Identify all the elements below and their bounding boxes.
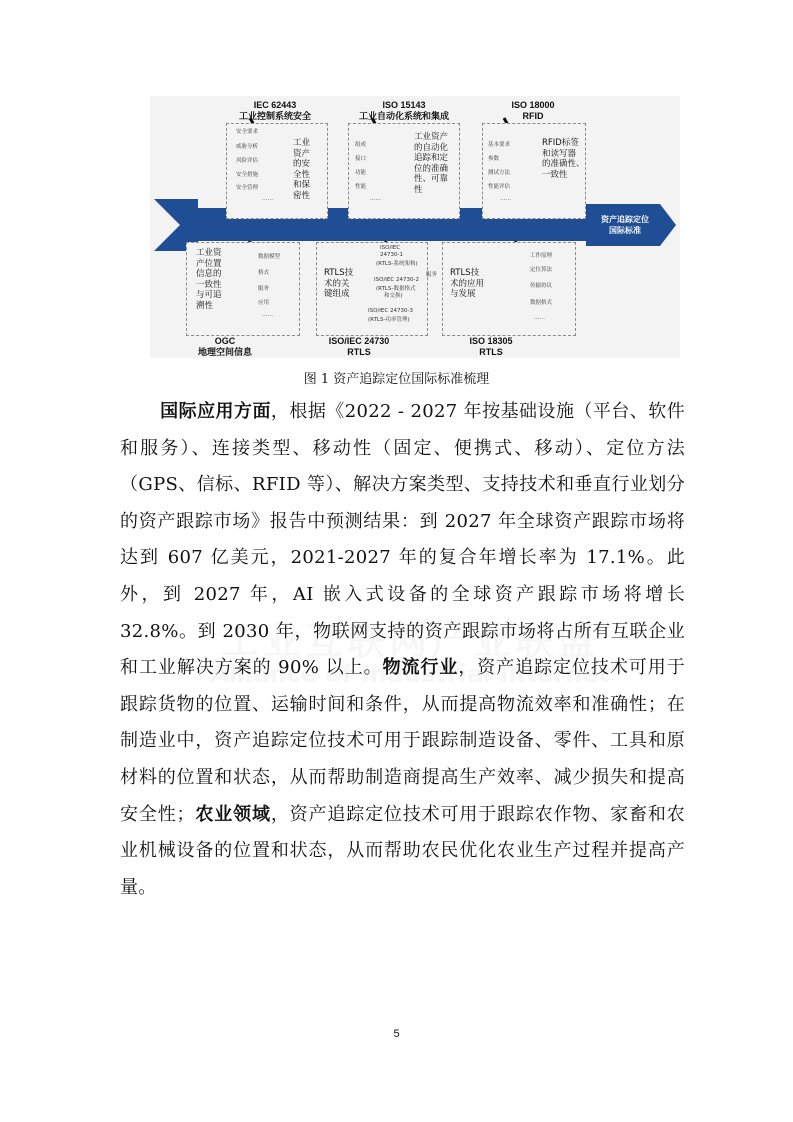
category-name: RTLS	[347, 347, 371, 357]
item: ……	[534, 315, 545, 321]
category-ogc	[180, 336, 270, 358]
category-code: ISO 18000	[511, 100, 555, 110]
category-iso-18305	[446, 336, 536, 358]
item: 工作原理	[530, 253, 553, 259]
item: ……	[262, 312, 273, 318]
item: (RTLS-功率管理)	[368, 317, 410, 323]
item: (RTLS-数据格式	[376, 286, 416, 292]
item: 威胁分析	[236, 144, 259, 150]
fishbone-diagram	[150, 96, 680, 358]
paragraph-text: ，资产追踪定位技术可用于跟踪农作物、家畜和农业机械设备的位置和状态，从而帮助农民优化农业生产过程并提高产量。	[120, 803, 686, 898]
desc-line: 与可追	[196, 290, 222, 300]
desc-line: 资产	[293, 148, 311, 159]
head-line-2: 国际标准	[609, 226, 641, 235]
item: 安全要求	[236, 129, 259, 135]
desc-ogc	[196, 248, 222, 311]
category-code: OGC	[214, 336, 236, 346]
desc-line: 和保	[293, 180, 311, 190]
desc-iso-18000	[542, 138, 585, 180]
paragraph-text: ，根据《2022 - 2027 年按基础设施（平台、软件和服务）、连接类型、移动性（固定、便携式、移动）、定位方法（GPS、信标、RFID 等）、解决方案类型、支持技术和垂直行业划分的资产跟踪市场》报告中预测结果：到 2027 年全球资产跟踪市场将达到 607 亿美元，2021-2027 年的复合年增长率为 17.1%。此外，到 2027 年，AI 嵌入式设备的全球资产跟踪市场将增长 32.8%。到 2030 年，物联网支持的资产跟踪市场将占所有互联企业和工业解决方案的 90% 以上。	[120, 401, 685, 679]
item: 参数	[488, 156, 500, 162]
desc-line: RTLS技	[324, 268, 354, 278]
category-code: ISO/IEC 24730	[328, 336, 390, 346]
figure-caption: 图 1 资产追踪定位国际标准梳理	[303, 372, 490, 387]
desc-line: RTLS技	[450, 268, 480, 278]
item: 性能	[355, 184, 367, 190]
item: 定位算法	[530, 267, 553, 273]
item: 测试方法	[488, 170, 511, 176]
desc-line: 工业资产	[414, 132, 449, 142]
category-code: ISO 15143	[382, 100, 426, 110]
body-paragraph	[120, 394, 685, 906]
item: 24730-1	[380, 252, 403, 258]
desc-line: RFID标签	[542, 138, 579, 148]
heading-agriculture: 农业领域	[194, 803, 271, 825]
desc-line: 信息的	[196, 269, 222, 279]
item: ISO/IEC 24730-3	[368, 308, 413, 314]
desc-line: 与发展	[450, 289, 476, 299]
item: ……	[262, 196, 273, 202]
desc-line: 的准确性、	[542, 159, 585, 169]
item: 安全措施	[236, 172, 259, 178]
item: 组成	[355, 142, 367, 148]
item: 格式	[258, 270, 270, 276]
category-iso-iec-24730	[314, 336, 404, 358]
heading-international: 国际应用方面	[160, 401, 271, 422]
desc-line: 性	[414, 184, 423, 195]
item: 功能	[355, 170, 367, 176]
item: ISO/IEC	[380, 245, 401, 251]
desc-iso-18305	[450, 268, 484, 300]
item: 应用	[258, 300, 270, 306]
heading-logistics: 物流行业	[382, 657, 459, 679]
category-name: 工业控制系统安全	[238, 111, 311, 121]
item-side-label: 服务	[426, 272, 438, 278]
item: 性能评估	[488, 184, 511, 190]
desc-iso-iec-24730	[324, 268, 353, 300]
item: (RTLS-系统架构)	[376, 261, 418, 267]
desc-line: 溯性	[196, 300, 214, 311]
category-name: RTLS	[479, 347, 503, 357]
desc-line: 一致性	[196, 279, 222, 290]
desc-iec-62443	[293, 138, 310, 201]
desc-line: 术的应用	[450, 278, 485, 289]
desc-line: 的安	[293, 159, 311, 169]
item: 数据模型	[258, 254, 281, 260]
item: 服务	[258, 286, 270, 292]
desc-line: 位的准确	[414, 163, 449, 174]
fish-head-label	[590, 214, 660, 236]
item: 基本要求	[488, 142, 511, 148]
category-name: 工业自动化系统和集成	[358, 111, 449, 121]
desc-line: 全性	[293, 169, 311, 180]
desc-line: 工业资	[196, 248, 222, 258]
category-iec-62443	[220, 100, 330, 122]
category-code: IEC 62443	[253, 100, 297, 110]
head-line-1: 资产追踪定位	[601, 215, 649, 224]
item: 传输协议	[530, 283, 553, 289]
item: 和交换)	[384, 293, 403, 299]
item: 风险评估	[236, 158, 259, 164]
paragraph-text: ，资产追踪定位技术可用于跟踪货物的位置、运输时间和条件，从而提高物流效率和准确性；在制造业中，资产追踪定位技术可用于跟踪制造设备、零件、工具和原材料的位置和状态，从而帮助制造商提高生产效率、减少损失和提高安全性；	[120, 657, 685, 825]
category-iso-15143	[346, 100, 462, 122]
category-code: ISO 18305	[469, 336, 513, 346]
item: ISO/IEC 24730-2	[374, 277, 419, 283]
category-name: RFID	[522, 111, 544, 121]
desc-line: 一致性	[542, 169, 568, 180]
desc-line: 键组成	[324, 289, 350, 299]
category-iso-18000	[490, 100, 576, 122]
desc-line: 的自动化	[414, 142, 449, 153]
page-number: 5	[393, 1028, 400, 1040]
desc-line: 和读写器	[542, 148, 577, 159]
desc-line: 性、可靠	[414, 174, 449, 184]
desc-line: 工业	[293, 138, 311, 148]
item: 安全管理	[236, 185, 259, 191]
desc-line: 术的关	[324, 278, 350, 289]
item: 接口	[355, 156, 367, 162]
desc-line: 密性	[293, 190, 311, 201]
item: 数据格式	[530, 300, 553, 306]
desc-line: 追踪和定	[414, 153, 449, 163]
item: ……	[370, 196, 381, 202]
category-name: 地理空间信息	[197, 347, 252, 357]
desc-iso-15143	[414, 132, 448, 195]
desc-line: 产位置	[196, 258, 222, 269]
item: ……	[500, 196, 511, 202]
